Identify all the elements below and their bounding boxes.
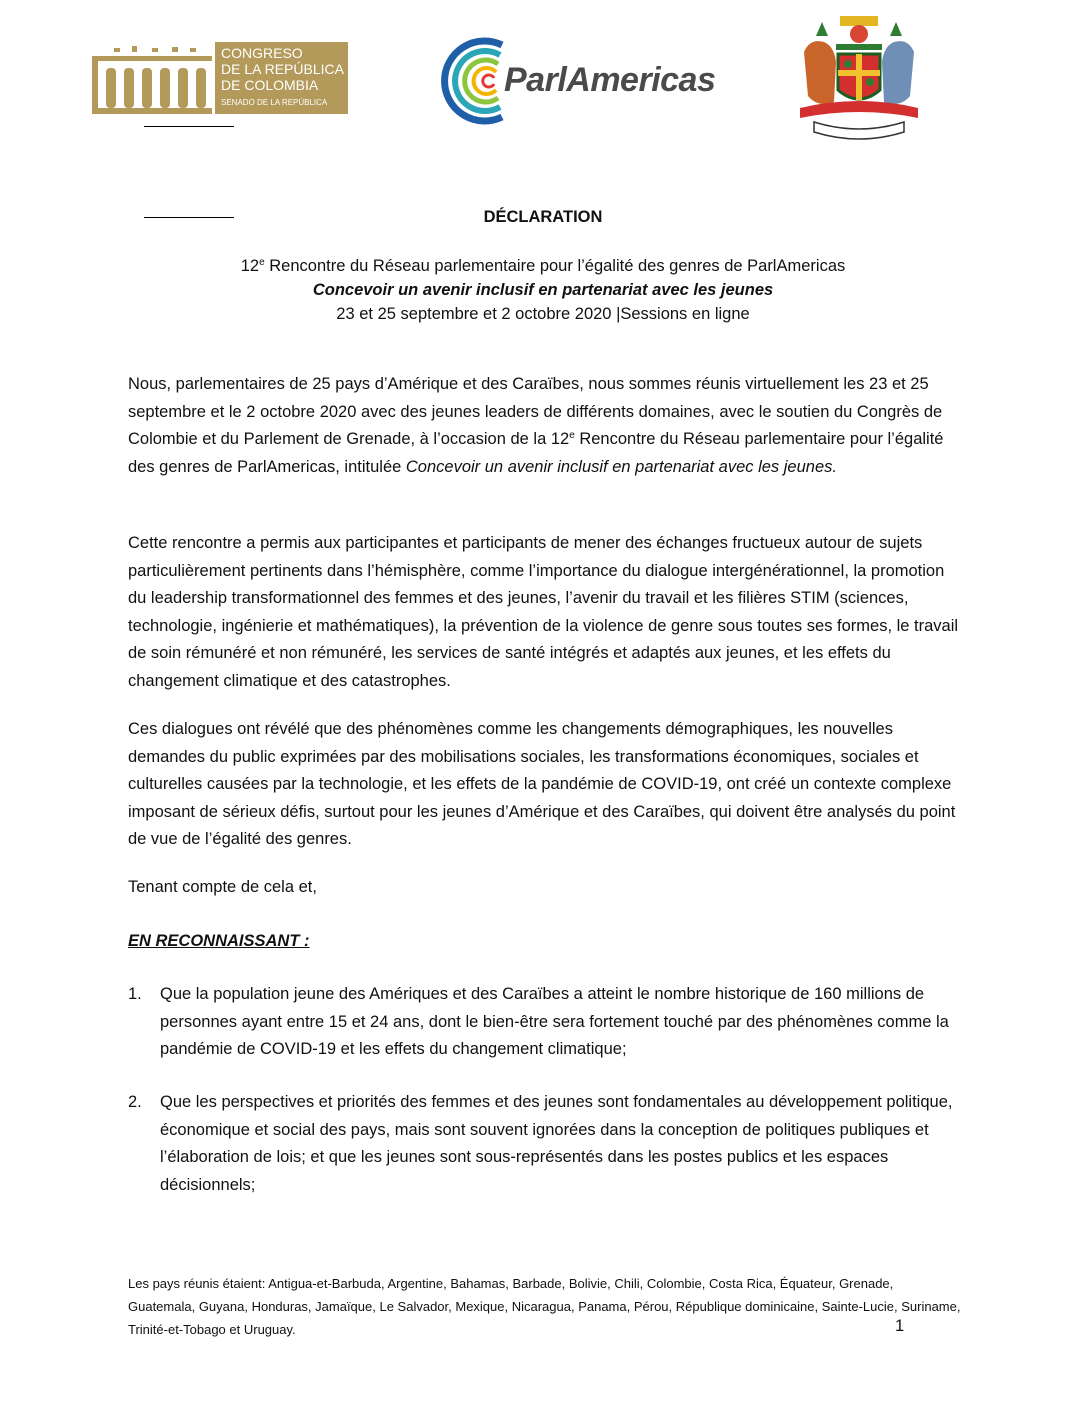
congreso-name-plate (215, 42, 348, 114)
paragraph-intro (128, 371, 963, 481)
parlamericas-logo (440, 35, 760, 127)
grenada-coat-of-arms (796, 12, 922, 148)
event-name: Rencontre du Réseau parlementaire pour l’égalité des genres de ParlAmericas (264, 257, 846, 275)
text-run: Rencontre du Réseau parlementaire pour l’égalité des genres de ParlAmericas, intitulée (128, 430, 944, 476)
capitol-building-icon (92, 42, 212, 114)
event-theme: Concevoir un avenir inclusif en partenariat avec les jeunes (312, 281, 774, 299)
section-heading-recognizing: EN RECONNAISSANT : (128, 932, 310, 950)
divider-line (144, 126, 234, 127)
text-run: Nous, parlementaires de 25 pays d’Amérique et des Caraïbes, nous sommes réunis virtuellement les 23 et 25 septembre et le 2 octobre 2020 avec des jeunes leaders de différents domaines, avec le soutien du Congrès de Colombie et du Parlement de Grenade, à l’occasion de la 12 (128, 375, 943, 448)
paragraph-transition: Tenant compte de cela et, (128, 878, 317, 896)
coat-of-arms-icon (796, 12, 922, 148)
superscript: e (569, 430, 575, 441)
congreso-line4: SENADO DE LA REPÚBLICA (221, 98, 328, 107)
paragraph-topics: Cette rencontre a permis aux participantes et participants de mener des échanges fructueux autour de sujets particulièrement pertinents dans l’hémisphère, comme l’importance du dialogue intergénérationnel, la promotion du leadership transformationnel des femmes et des jeunes, l’avenir du travail et les filières STIM (sciences, technologie, ingénierie et mathématiques), la prévention de la violence de genre sous toutes ses formes, le travail de soin rémunéré et non rémunéré, les services de santé intégrés et adaptés aux jeunes, et les effets du changement climatique et des catastrophes. (128, 534, 959, 690)
italic-title: Concevoir un avenir inclusif en partenariat avec les jeunes. (405, 457, 837, 476)
congreso-colombia-logo (92, 42, 348, 114)
congreso-line3: DE COLOMBIA (221, 77, 319, 93)
list-item-text: Que les perspectives et priorités des femmes et des jeunes sont fondamentales au développement politique, économique et social des pays, mais sont souvent ignorées dans la conception de politiques publiques et l’élaboration de lois; et que les jeunes sont sous-représentés dans les postes publics et les espaces décisionnels; (160, 1093, 953, 1194)
list-item-number: 2. (128, 1093, 142, 1111)
parlamericas-wordmark: ParlAmericas (504, 61, 716, 99)
congreso-line2: DE LA REPÚBLICA (221, 61, 344, 77)
congreso-line1: CONGRESO (221, 45, 303, 61)
footnote: Les pays réunis étaient: Antigua-et-Barbuda, Argentine, Bahamas, Barbade, Bolivie, Chili, Colombie, Costa Rica, Équateur, Grenade, Guatemala, Guyana, Honduras, Jamaïque, Le Salvador, Mexique, Nicaragua, Panama, Pérou, République dominicaine, Sainte-Lucie, Suriname, Trinité-et-Tobago et Uruguay. (128, 1276, 961, 1337)
list-item-number: 1. (128, 985, 142, 1003)
event-number: 12 (240, 257, 260, 275)
page-number: 1 (895, 1317, 905, 1335)
list-item-text: Que la population jeune des Amériques et des Caraïbes a atteint le nombre historique de 160 millions de personnes ayant entre 15 et 24 ans, dont le bien-être sera fortement touché par des phénomènes comme la pandémie de COVID-19 et les effets du changement climatique; (160, 985, 949, 1058)
paragraph-context: Ces dialogues ont révélé que des phénomènes comme les changements démographiques, les nouvelles demandes du public exprimées par des mobilisations sociales, les transformations économiques, sociales et culturelles causées par la technologie, et les effets de la pandémie de COVID-19, ont créé un contexte complexe imposant de sérieux défis, surtout pour les jeunes d’Amérique et des Caraïbes, qui doivent être analysés du point de vue de l’égalité des genres. (128, 720, 956, 848)
superscript: e (259, 257, 265, 268)
document-title: DÉCLARATION (483, 208, 603, 226)
event-dates: 23 et 25 septembre et 2 octobre 2020 |Sessions en ligne (336, 305, 750, 323)
event-title (128, 257, 958, 276)
